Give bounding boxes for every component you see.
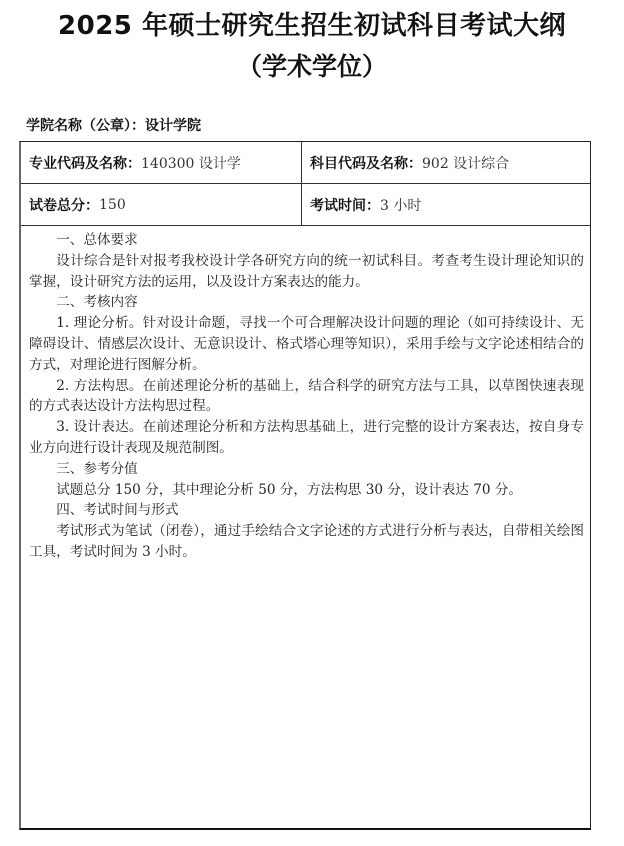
paragraph-method: 2. 方法构思。在前述理论分析的基础上，结合科学的研究方法与工具，以草图快速表现的方式表达设计方法构思过程。 <box>29 377 584 415</box>
section-heading-scores: 三、参考分值 <box>56 460 138 477</box>
college-name: 学院名称（公章）：设计学院 <box>26 118 201 134</box>
major-value: 140300 设计学 <box>141 155 241 172</box>
syllabus-table <box>19 141 591 830</box>
total-score-cell <box>21 184 302 225</box>
table-row <box>21 142 590 184</box>
subject-value: 902 设计综合 <box>422 155 510 172</box>
exam-time-cell <box>302 184 591 225</box>
exam-time-value: 3 小时 <box>380 197 422 214</box>
paragraph-scores: 试题总分 150 分，其中理论分析 50 分，方法构思 30 分，设计表达 70 分。 <box>56 481 523 498</box>
major-cell <box>21 142 302 183</box>
paragraph-format: 考试形式为笔试（闭卷），通过手绘结合文字论述的方式进行分析与表达，自带相关绘图工具，考试时间为 3 小时。 <box>29 523 584 560</box>
major-label: 专业代码及名称： <box>29 155 141 172</box>
paragraph-expression: 3. 设计表达。在前述理论分析和方法构思基础上，进行完整的设计方案表达，按自身专业方向进行设计表现及规范制图。 <box>29 419 584 456</box>
exam-time-label: 考试时间： <box>310 197 380 214</box>
section-heading-content: 二、考核内容 <box>56 294 138 311</box>
subject-label: 科目代码及名称： <box>310 155 422 172</box>
paragraph-theory: 1. 理论分析。针对设计命题，寻找一个可合理解决设计问题的理论（如可持续设计、无障碍设计、情感层次设计、无意识设计、格式塔心理等知识），采用手绘与文字论述相结合的方式，对理论进行图解分析。 <box>29 315 584 373</box>
document-title: 2025 年硕士研究生招生初试科目考试大纲 <box>58 11 566 41</box>
section-heading-general: 一、总体要求 <box>56 232 138 248</box>
total-score-label: 试卷总分： <box>29 197 99 214</box>
subject-cell <box>302 142 591 183</box>
section-heading-format: 四、考试时间与形式 <box>56 502 179 519</box>
table-row <box>21 184 590 226</box>
syllabus-body <box>21 226 590 563</box>
document-subtitle: （学术学位） <box>236 52 387 81</box>
paragraph-general: 设计综合是针对报考我校设计学各研究方向的统一初试科目。考查考生设计理论知识的掌握，设计研究方法的运用，以及设计方案表达的能力。 <box>29 252 584 290</box>
total-score-value: 150 <box>99 196 126 213</box>
